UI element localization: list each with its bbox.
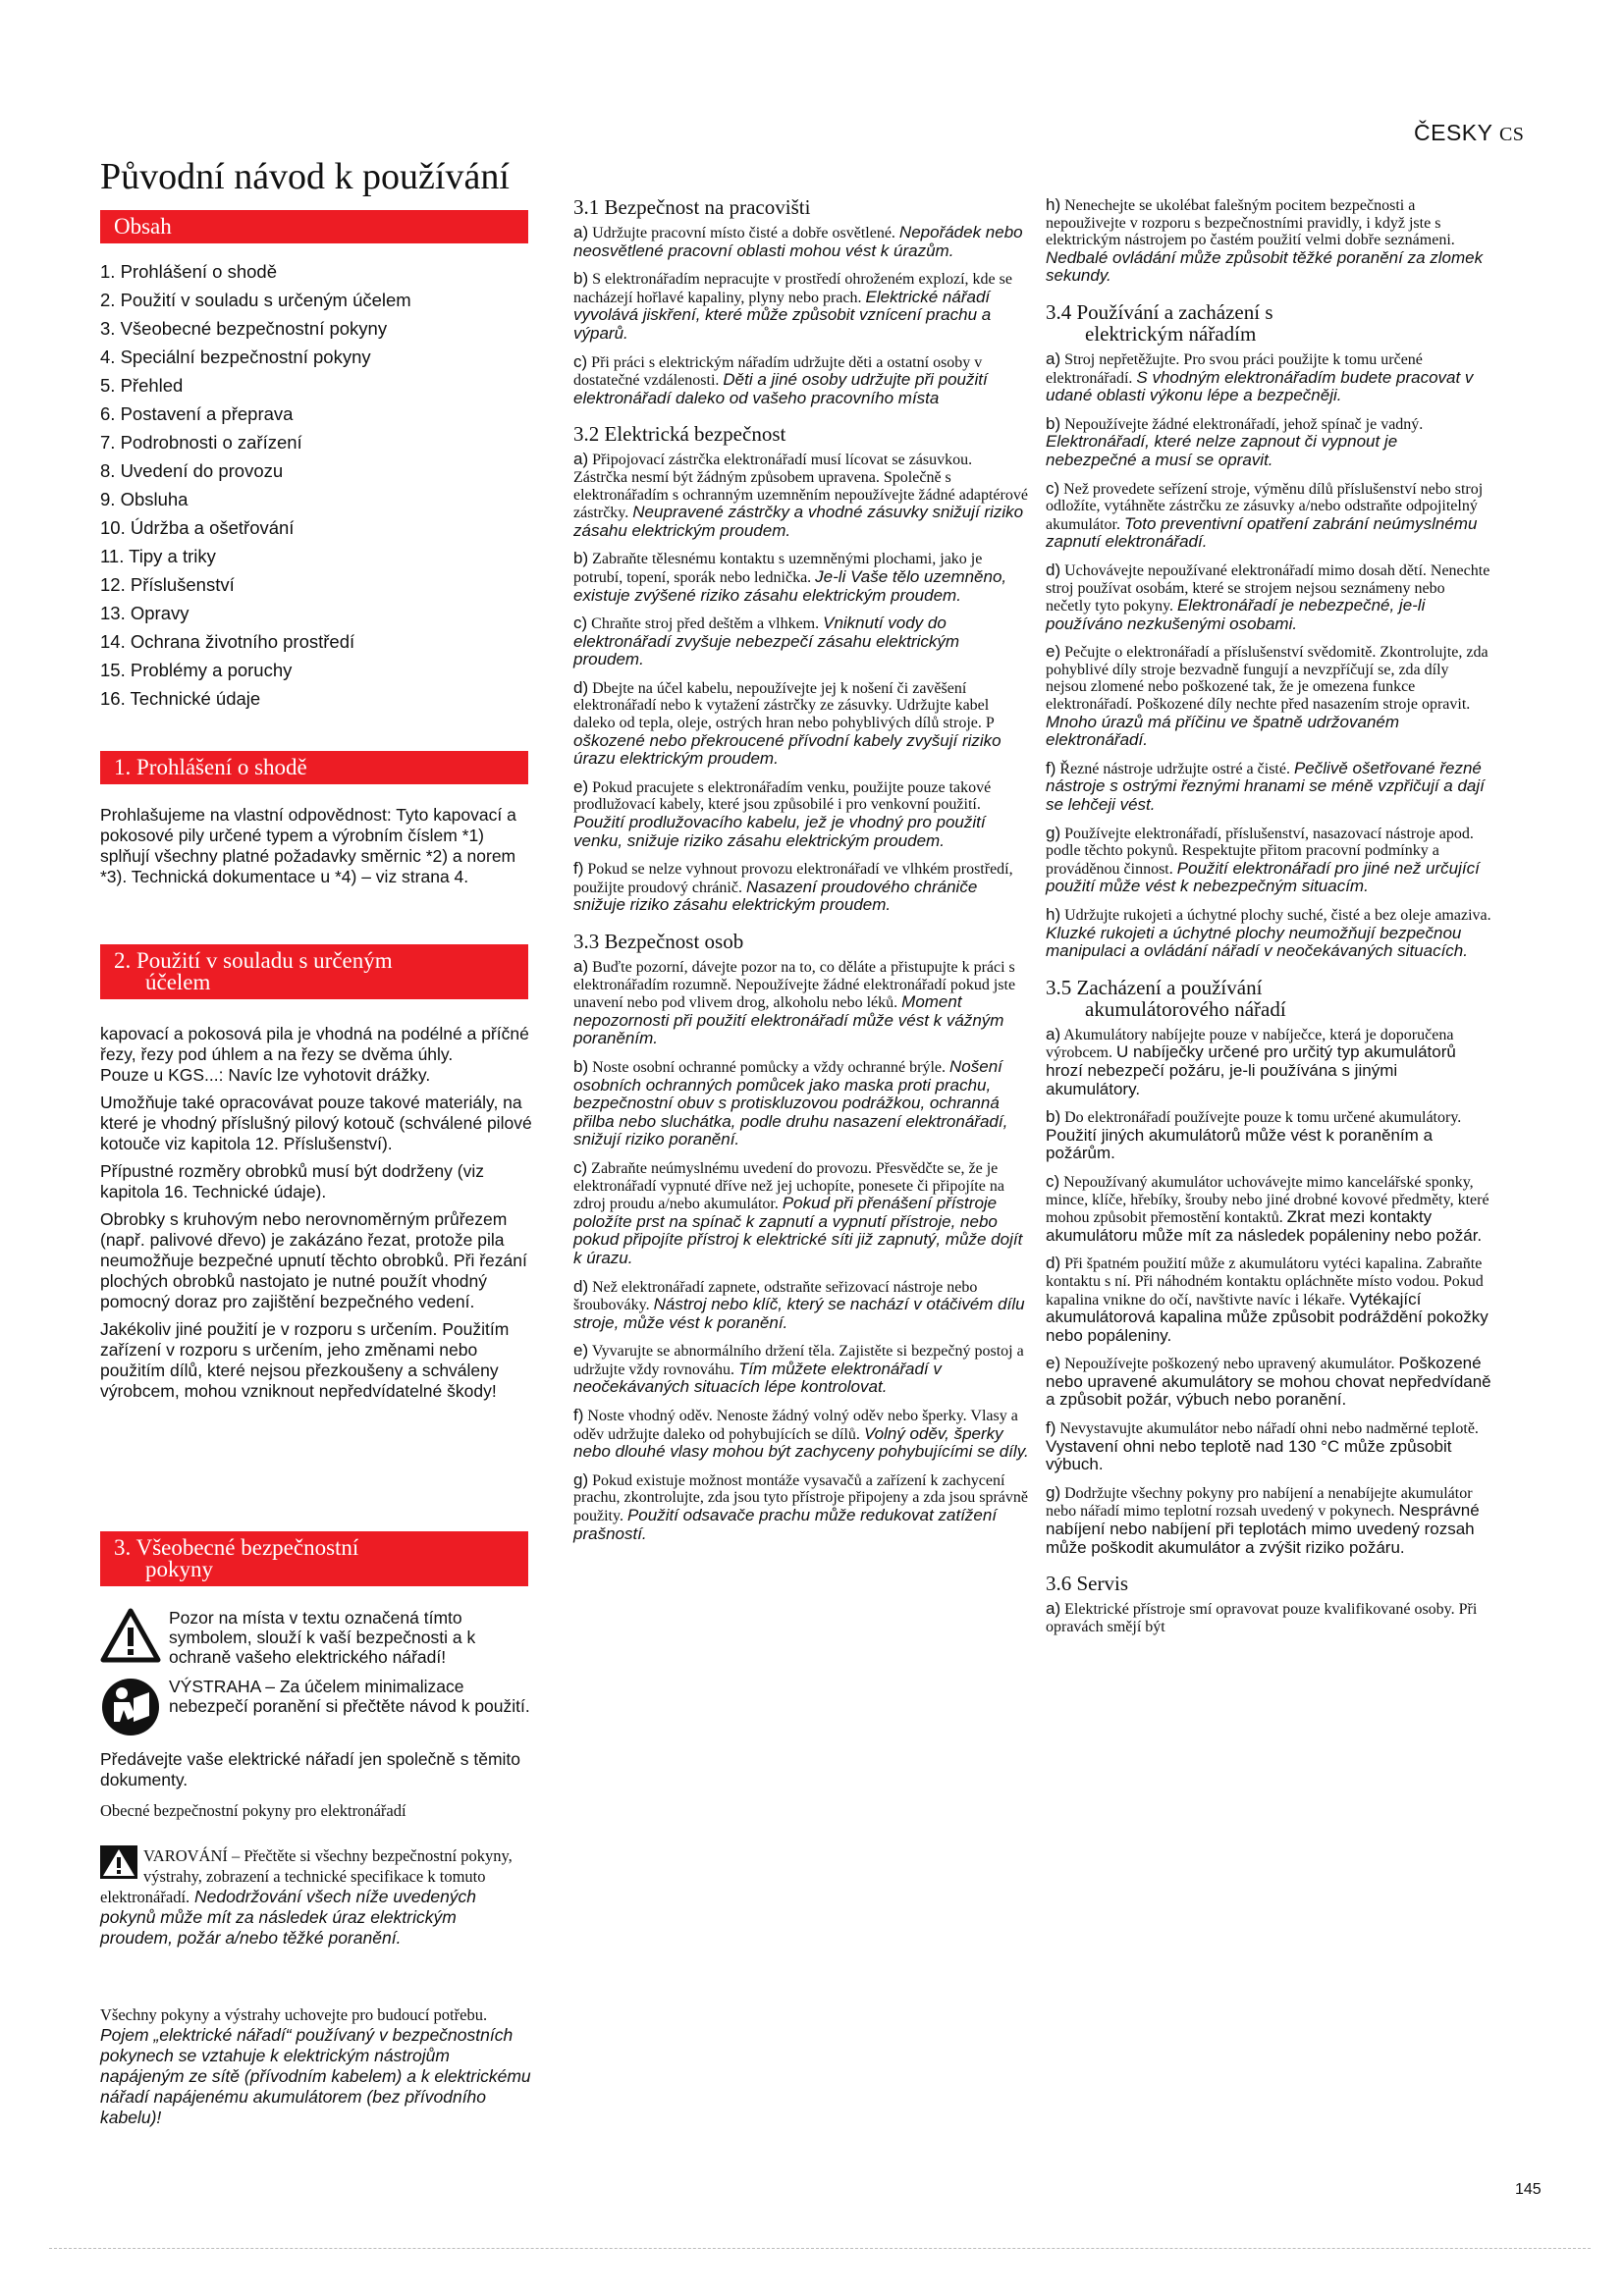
section-2-heading: [100, 944, 528, 999]
instruction-consequence: Poškozené nebo upravené akumulátory se mohou chovat nepředvídaně a způsobit požár, výbuch nebo poranění.: [1046, 1354, 1491, 1410]
instruction-label: a): [573, 957, 589, 976]
instruction-consequence: S vhodným elektronářadím budete pracovat v udané oblasti výkonu lépe a bezpečněji.: [1046, 367, 1474, 405]
toc-item: 1. Prohlášení o shodě: [100, 261, 277, 282]
warning-triangle-small-icon: [100, 1845, 137, 1879]
safety-instruction: [573, 1159, 1030, 1268]
instruction-text: Chraňte stroj před deštěm a vlhkem.: [591, 615, 820, 633]
subsection-heading-line: 3.3 Bezpečnost osob: [573, 930, 744, 953]
safety-instruction: [1046, 1173, 1492, 1245]
safety-instruction: [1046, 1255, 1492, 1345]
subsection-heading-line: 3.1 Bezpečnost na pracovišti: [573, 195, 811, 219]
instruction-consequence: Použití elektronářadí pro jiné než určující použití může vést k nebezpečným situacím.: [1046, 858, 1480, 896]
instruction-text: Udržujte rukojeti a úchytné plochy suché, čisté a bez oleje amaziva.: [1064, 907, 1491, 924]
safety-instruction: [573, 1058, 1030, 1149]
instruction-text: Zabraňte neúmyslnému uvedení do provozu. Přesvědčte se, že je elektronářadí vypnuté dříve než jej uchopíte, ponesete či připojíte na zdroj proudu a/nebo akumulátor.: [573, 1159, 1004, 1213]
s3-paragraph-2: Obecné bezpečnostní pokyny pro elektronářadí: [100, 1801, 406, 1820]
safety-instruction: [1046, 561, 1492, 633]
instruction-text: Nepoužívaný akumulátor uchovávejte mimo kancelářské sponky, mince, klíče, hřebíky, šrouby nebo jiné drobné kovové předměty, které mohou způsobit přemostění kontaktů.: [1046, 1173, 1489, 1227]
instruction-label: g): [1046, 1482, 1061, 1502]
safety-instruction: [573, 270, 1030, 343]
instruction-consequence: U nabíječky určené pro určitý typ akumulátorů hrozí nebezpečí požáru, je-li používána s jinými akumulátory.: [1046, 1042, 1456, 1098]
instruction-consequence: Mnoho úrazů má příčinu ve špatně udržovaném elektronářadí.: [1046, 712, 1400, 750]
instruction-label: e): [573, 1341, 589, 1361]
instruction-text: Řezné nástroje udržujte ostré a čisté.: [1059, 760, 1290, 777]
s3-paragraph-3-text: Všechny pokyny a výstrahy uchovejte pro budoucí potřebu.: [100, 2005, 488, 2024]
instruction-label: c): [573, 614, 588, 633]
instruction-text: Používejte elektronářadí, příslušenství, nasazovací nástroje apod. podle těchto pokynů. Respektujte přitom pracovní podmínky a prováděnou činnost.: [1046, 825, 1474, 878]
safety-instruction: [573, 224, 1030, 260]
instruction-text: Nepoužívejte žádné elektronářadí, jehož spínač je vadný.: [1064, 415, 1424, 433]
section-2-heading-line1: 2. Použití v souladu s určeným: [114, 948, 393, 973]
read-manual-note: [100, 1677, 532, 1716]
instruction-label: a): [573, 223, 589, 241]
safety-instruction: [573, 614, 1030, 669]
instruction-label: f): [573, 1406, 584, 1425]
instruction-consequence: Pečlivě ošetřované řezné nástroje s ostrými řeznými hranami se méně vzpřičují a dají se lehčeji vést.: [1046, 758, 1485, 815]
s2-paragraph: Přípustné rozměry obrobků musí být dodrženy (viz kapitola 16. Technické údaje).: [100, 1161, 484, 1201]
instruction-consequence: Kluzké rukojeti a úchytné plochy neumožňují bezpečnou manipulaci a ovládání nářadí v neočekávaných situacích.: [1046, 923, 1468, 961]
instruction-consequence: Děti a jiné osoby udržujte při použití elektronářadí daleko od vašeho pracovního místa: [573, 370, 988, 407]
subsection-heading-line: 3.5 Zacházení a používání: [1046, 975, 1263, 999]
safety-instruction: [573, 860, 1030, 915]
instruction-text: Nevystavujte akumulátor nebo nářadí ohni nebo nadměrné teplotě.: [1059, 1420, 1479, 1438]
s2-paragraph: Umožňuje také opracovávat pouze takové materiály, na které je vhodný příslušný pilový kotouč (schválené pilové kotouče viz kapitola 12. Příslušenství).: [100, 1093, 532, 1153]
subsection-heading: [573, 196, 1030, 218]
toc-item: 13. Opravy: [100, 603, 189, 623]
instruction-consequence: Použití odsavače prachu může redukovat zatížení prašností.: [573, 1506, 998, 1543]
instruction-label: g): [573, 1469, 589, 1489]
read-manual-icon: [100, 1677, 161, 1737]
instruction-text: Připojovací zástrčka elektronářadí musí lícovat se zásuvkou. Zástrčka nesmí být žádným způsobem upravena. Společně s elektronářadím s ochranným uzemněním nepoužívejte žádné adaptérové zástrčky.: [573, 452, 1028, 522]
section-3-heading-line1: 3. Všeobecné bezpečnostní: [114, 1535, 359, 1560]
instruction-text: Noste vhodný oděv. Nenoste žádný volný oděv nebo šperky. Vlasy a oděv udržujte daleko od pohybujících se dílů.: [573, 1408, 1018, 1443]
safety-instruction: [1046, 1355, 1492, 1410]
table-of-contents: [100, 257, 411, 713]
page-number: 145: [1515, 2181, 1542, 2198]
safety-instruction: [1046, 1108, 1492, 1163]
instruction-label: e): [1046, 642, 1061, 662]
instruction-text: Než elektronářadí zapnete, odstraňte seřizovací nástroje nebo šroubováky.: [573, 1278, 978, 1314]
read-manual-text-content: VÝSTRAHA – Za účelem minimalizace nebezpečí poranění si přečtěte návod k použití.: [169, 1677, 530, 1716]
safety-instruction: [1046, 1600, 1492, 1635]
instruction-consequence: Moment nepozornosti při použití elektronářadí může vést k vážným poraněním.: [573, 992, 1004, 1048]
instruction-text: Dbejte na účel kabelu, nepoužívejte jej k nošení či zavěšení elektronářadí nebo k vytažení zástrčky ze zásuvky. Udržujte kabel daleko od tepla, oleje, ostrých hran nebo pohyblivých dílů stroje. P: [573, 679, 995, 732]
instruction-consequence: Použití jiných akumulátorů může vést k poraněním a požárům.: [1046, 1125, 1434, 1163]
instruction-label: e): [1046, 1354, 1061, 1373]
instruction-label: d): [1046, 1254, 1061, 1273]
instruction-text: Stroj nepřetěžujte. Pro svou práci použijte k tomu určené elektronářadí.: [1046, 350, 1423, 387]
instruction-label: h): [1046, 195, 1061, 214]
safety-instruction: [573, 1471, 1030, 1543]
instruction-text: Nepoužívejte poškozený nebo upravený akumulátor.: [1064, 1356, 1395, 1373]
instruction-text: Pokud se nelze vyhnout provozu elektronářadí ve vlhkém prostředí, použijte proudový chránič.: [573, 861, 1013, 896]
safety-instruction: [1046, 825, 1492, 896]
safety-instruction: [1046, 1484, 1492, 1557]
instruction-consequence: Použití prodlužovacího kabelu, jež je vhodný pro použití venku, snižuje riziko zásahu elektrickým proudem.: [573, 813, 986, 850]
safety-instruction: [1046, 196, 1492, 286]
section-3-heading-line2: pokyny: [145, 1557, 213, 1581]
instruction-text: Než provedete seřízení stroje, výměnu dílů příslušenství nebo stroj odložíte, vytáhněte zástrčku ze zásuvky a/nebo odstraňte odpojitelný akumulátor.: [1046, 480, 1484, 533]
section-3-heading: [100, 1531, 528, 1586]
s2-paragraph: Obrobky s kruhovým nebo nerovnoměrným průřezem (např. palivové dřevo) je zakázáno řezat, protože pila neumožňuje bezpečné upnutí těchto obrobků. Při řezání plochých obrobků nastojato je nutné použít vhodný pomocný doraz pro zajištění bezpečného vedení.: [100, 1209, 527, 1311]
language-name: ČESKY: [1414, 120, 1493, 145]
instruction-label: a): [573, 450, 589, 469]
column-2: [573, 196, 1030, 1553]
s3-paragraph-1: Předávejte vaše elektrické nářadí jen společně s těmito dokumenty.: [100, 1749, 521, 1789]
instruction-text: Dodržujte všechny pokyny pro nabíjení a nenabíjejte akumulátor nebo nářadí mimo teplotní rozsah uvedený v pokynech.: [1046, 1484, 1473, 1521]
subsection-heading: [573, 931, 1030, 952]
instruction-consequence: Zkrat mezi kontakty akumulátoru může mít za následek popáleniny nebo požár.: [1046, 1207, 1483, 1245]
safety-instruction: [1046, 350, 1492, 405]
safety-instruction: [573, 679, 1030, 769]
safety-instruction: [573, 778, 1030, 850]
instruction-consequence: Nesprávné nabíjení nebo nabíjení při teplotách mimo uvedený rozsah může poškodit akumulátor a zvýšit riziko požáru.: [1046, 1501, 1480, 1557]
instruction-label: b): [1046, 1107, 1061, 1127]
toc-item: 8. Uvedení do provozu: [100, 460, 284, 481]
s2-paragraph: Jakékoliv jiné použití je v rozporu s určením. Použitím zařízení v rozporu s určením, jeho změnami nebo použitím dílů, které nejsou přezkoušeny a schváleny výrobcem, mohou vzniknout nepředvídatelné škody!: [100, 1319, 510, 1401]
instruction-text: Pečujte o elektronářadí a příslušenství svědomitě. Zkontrolujte, zda pohyblivé díly stroje bezvadně fungují a nevzpříčují se, zda díly nejsou zlomené nebo poškozené tak, že je omezena funkce elektronářadí. Poškozené díly nechte před nasazením stroje opravit.: [1046, 644, 1489, 714]
instruction-label: g): [1046, 823, 1061, 842]
read-manual-text: [100, 1677, 532, 1716]
instruction-label: c): [573, 351, 588, 371]
safety-instruction: [573, 1407, 1030, 1462]
instruction-label: h): [1046, 905, 1061, 924]
instruction-consequence: Vystavení ohni nebo teplotě nad 130 °C může způsobit výbuch.: [1046, 1436, 1452, 1474]
instruction-consequence: Vytékající akumulátorová kapalina může způsobit podráždění pokožky nebo popáleniny.: [1046, 1289, 1489, 1345]
s3-paragraph-3: [100, 2004, 532, 2128]
section-2-heading-line2: účelem: [145, 970, 211, 994]
safety-instruction: [1046, 1419, 1492, 1474]
s2-paragraph: kapovací a pokosová pila je vhodná na podélné a příčné řezy, řezy pod úhlem a na řezy se dvěma úhly.: [100, 1024, 529, 1064]
instruction-consequence: Toto preventivní opatření zabrání neúmyslnému zapnutí elektronářadí.: [1046, 513, 1478, 552]
instruction-consequence: Neupravené zástrčky a vhodné zásuvky snižují riziko zásahu elektrickým proudem.: [573, 503, 1024, 540]
subsection-heading-line: akumulátorového nářadí: [1085, 996, 1286, 1021]
instruction-label: d): [573, 677, 589, 697]
instruction-label: d): [1046, 560, 1061, 579]
toc-item: 14. Ochrana životního prostředí: [100, 631, 355, 652]
s3-paragraph-3-italic: Pojem „elektrické nářadí“ používaný v bezpečnostních pokynech se vztahuje k elektrickým nástrojům napájeným ze sítě (přívodním kabelem) a k elektrickému nářadí napájenému akumulátorem (bez přívodního kabelu)!: [100, 2025, 531, 2127]
section-2-body: [100, 1024, 532, 1402]
instruction-consequence: Nástroj nebo klíč, který se nachází v otáčivém dílu stroje, může vést k poranění.: [573, 1295, 1025, 1332]
safety-instruction: [1046, 1026, 1492, 1098]
language-label: [1414, 120, 1524, 146]
safety-instruction: [1046, 760, 1492, 815]
instruction-label: b): [573, 1056, 589, 1076]
safety-instruction: [1046, 480, 1492, 552]
instruction-consequence: Pokud při přenášení přístroje položíte prst na spínač k zapnutí a vypnutí přístroje, nebo pokud připojíte přístroj k elektrické síti již zapnutý, může dojít k úrazu.: [573, 1194, 1023, 1267]
instruction-consequence: Elektronářadí je nebezpečné, je-li používáno nezkušenými osobami.: [1046, 596, 1426, 633]
instruction-text: Do elektronářadí používejte pouze k tomu určené akumulátory.: [1064, 1109, 1462, 1127]
section-1-heading: 1. Prohlášení o shodě: [100, 751, 528, 784]
subsection-heading-line: elektrickým nářadím: [1085, 321, 1257, 346]
s2-paragraph: Pouze u KGS...: Navíc lze vyhotovit drážky.: [100, 1065, 431, 1085]
instruction-label: b): [573, 549, 589, 568]
warning-box: [100, 1845, 532, 1949]
instruction-consequence: Nepořádek nebo neosvětlené pracovní oblasti mohou vést k úrazům.: [573, 223, 1023, 260]
instruction-consequence: Elektronářadí, které nelze zapnout či vypnout je nebezpečné a musí se opravit.: [1046, 432, 1398, 469]
instruction-label: c): [1046, 478, 1060, 498]
instruction-consequence: Tím můžete elektronářadí v neočekávaných situacích lépe kontrolovat.: [573, 1359, 942, 1397]
section-1-text: Prohlašujeme na vlastní odpovědnost: Tyto kapovací a pokosové pily určené typem a výrobním číslem *1) splňují všechny platné požadavky směrnic *2) a norem *3). Technická dokumentace u *4) – viz strana 4.: [100, 805, 516, 886]
warning-triangle-icon: [100, 1608, 161, 1663]
safety-instruction: [1046, 906, 1492, 961]
instruction-consequence: Volný oděv, šperky nebo dlouhé vlasy mohou být zachyceny pohybujícími se díly.: [573, 1423, 1029, 1462]
instruction-text: Pokud existuje možnost montáže vysavačů a zařízení k zachycení prachu, zkontrolujte, zda jsou tyto přístroje připojeny a zda jsou správně použity.: [573, 1471, 1028, 1525]
safety-instruction: [573, 1278, 1030, 1333]
toc-item: 6. Postavení a přeprava: [100, 403, 294, 424]
instruction-text: Zabraňte tělesnému kontaktu s uzemněnými plochami, jako je potrubí, topení, sporák nebo lednička.: [573, 551, 983, 586]
toc-item: 2. Použití v souladu s určeným účelem: [100, 290, 411, 310]
subsection-heading: [1046, 977, 1492, 1020]
subsection-heading: [1046, 1573, 1492, 1594]
instruction-text: Akumulátory nabíjejte pouze v nabíječce, která je doporučena výrobcem.: [1046, 1026, 1454, 1062]
instruction-text: Při práci s elektrickým nářadím udržujte děti a ostatní osoby v dostatečné vzdálenosti.: [573, 353, 983, 390]
instruction-label: f): [1046, 1418, 1056, 1438]
safety-instruction: [573, 1342, 1030, 1397]
instruction-label: a): [1046, 1599, 1061, 1619]
toc-item: 7. Podrobnosti o zařízení: [100, 432, 302, 453]
safety-instruction: [1046, 415, 1492, 470]
warning-box-text: VAROVÁNÍ – Přečtěte si všechny bezpečnostní pokyny, výstrahy, zobrazení a technické specifikace k tomuto elektronářadí.: [100, 1846, 513, 1906]
subsection-heading-line: 3.4 Používání a zacházení s: [1046, 299, 1273, 324]
toc-item: 15. Problémy a poruchy: [100, 660, 293, 680]
instruction-consequence: Nedbalé ovládání může způsobit těžké poranění za zlomek sekundy.: [1046, 247, 1484, 286]
column-3: [1046, 196, 1492, 1645]
instruction-text: S elektronářadím nepracujte v prostředí ohroženém explozí, kde se nacházejí hořlavé kapaliny, plyny nebo prach.: [573, 271, 1012, 306]
instruction-consequence: Nošení osobních ochranných pomůcek jako maska proti prachu, bezpečnostní obuv s protiskluzovou podrážkou, ochranná přilba nebo sluchátka, podle druhu nasazení elektronářadí, snižují riziko poranění.: [573, 1056, 1008, 1149]
instruction-label: c): [1046, 1171, 1060, 1191]
language-code: CS: [1498, 124, 1525, 145]
warning-note-text: Pozor na místa v textu označená tímto symbolem, slouží k vaší bezpečnosti a k ochraně vašeho elektrického nářadí!: [169, 1608, 476, 1667]
instruction-consequence: Elektrické nářadí vyvolává jiskření, které může způsobit vznícení prachu a výparů.: [573, 287, 992, 343]
instruction-label: c): [573, 1157, 588, 1177]
safety-instruction: [573, 353, 1030, 408]
safety-instruction: [573, 550, 1030, 605]
instruction-text: Nenechejte se ukolébat falešným pocitem bezpečnosti a nepouživejte v rozporu s bezpečnostními pravidly, i když jste s elektrickým nástrojem po častém použití velmi dobře seznámeni.: [1046, 197, 1455, 249]
instruction-label: f): [1046, 758, 1056, 777]
subsection-heading: [573, 423, 1030, 445]
instruction-label: a): [1046, 1024, 1061, 1043]
toc-item: 3. Všeobecné bezpečnostní pokyny: [100, 318, 388, 339]
instruction-text: Noste osobní ochranné pomůcky a vždy ochranné brýle.: [592, 1058, 947, 1076]
instruction-label: f): [573, 859, 584, 879]
instruction-consequence: Je-li Vaše tělo uzemněno, existuje zvýšené riziko zásahu elektrickým proudem.: [573, 566, 1007, 605]
instruction-label: d): [573, 1276, 589, 1296]
toc-item: 16. Technické údaje: [100, 688, 261, 709]
subsection-heading-line: 3.6 Servis: [1046, 1572, 1128, 1596]
subsection-heading-line: 3.2 Elektrická bezpečnost: [573, 422, 786, 447]
toc-item: 12. Příslušenství: [100, 574, 235, 595]
page-title: Původní návod k používání: [100, 156, 510, 197]
toc-item: 11. Tipy a triky: [100, 546, 216, 566]
toc-item: 9. Obsluha: [100, 489, 189, 509]
instruction-text: Udržujte pracovní místo čisté a dobře osvětlené.: [592, 225, 895, 241]
instruction-text: Elektrické přístroje smí opravovat pouze kvalifikované osoby. Při opravách smějí být: [1046, 1601, 1478, 1635]
instruction-label: b): [573, 269, 589, 289]
safety-instruction: [1046, 643, 1492, 750]
instruction-consequence: Vniknutí vody do elektronářadí zvyšuje nebezpečí zásahu elektrickým proudem.: [573, 614, 960, 669]
footer-divider: [49, 2248, 1591, 2249]
safety-instruction: [573, 451, 1030, 540]
warning-box-italic: Nedodržování všech níže uvedených pokynů může mít za následek úraz elektrickým proudem, požár a/nebo těžké poranění.: [100, 1887, 477, 1948]
safety-instruction: [573, 958, 1030, 1048]
subsection-heading: [1046, 301, 1492, 345]
instruction-label: b): [1046, 413, 1061, 433]
warning-note: [100, 1608, 532, 1667]
instruction-text: Buďte pozorní, dávejte pozor na to, co děláte a přistupujte k práci s elektronářadím rozumně. Nepoužívejte žádné elektronářadí pokud jste unavení nebo pod vlivem drog, alkoholu nebo léků.: [573, 959, 1016, 1012]
toc-item: 4. Speciální bezpečnostní pokyny: [100, 347, 371, 367]
toc-item: 10. Údržba a ošetřování: [100, 517, 295, 538]
toc-item: 5. Přehled: [100, 375, 184, 396]
instruction-text: Uchovávejte nepoužívané elektronářadí mimo dosah dětí. Nenechte stroj používat osobám, které se strojem nejsou seznámeny nebo nečetly tyto pokyny.: [1046, 561, 1490, 615]
instruction-text: Vyvarujte se abnormálního držení těla. Zajistěte si bezpečný postoj a udržujte vždy rovnováhu.: [573, 1343, 1024, 1378]
instruction-consequence: oškozené nebo překroucené přívodní kabely zvyšují riziko úrazu elektrickým proudem.: [573, 730, 1001, 769]
instruction-consequence: Nasazení proudového chrániče snižuje riziko zásahu elektrickým proudem.: [573, 877, 978, 915]
instruction-text: Při špatném použití může z akumulátoru vytéci kapalina. Zabraňte kontaktu s ní. Při náhodném kontaktu opláchněte místo vodou. Pokud kapalina vnikne do očí, navštivte navíc i lékaře.: [1046, 1255, 1484, 1308]
instruction-label: e): [573, 776, 589, 796]
instruction-label: a): [1046, 348, 1061, 368]
instruction-text: Pokud pracujete s elektronářadím venku, použijte pouze takové prodlužovací kabely, které jsou způsobilé i pro venkovní použití.: [573, 778, 992, 814]
toc-heading: Obsah: [100, 210, 528, 243]
